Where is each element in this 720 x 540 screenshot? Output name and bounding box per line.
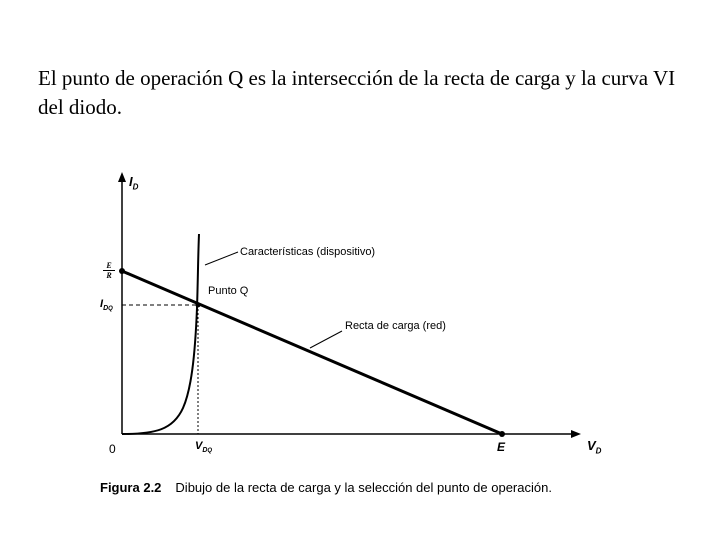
e-over-r-point — [119, 268, 125, 274]
figure-graphics — [95, 168, 675, 508]
device-curve-label: Características (dispositivo) — [240, 246, 376, 258]
q-point — [196, 303, 201, 308]
origin-label: 0 — [109, 442, 116, 456]
load-line-label: Recta de carga (red) — [345, 320, 446, 332]
y-axis-label: $I_D$ — [129, 174, 139, 192]
vdq-label: $V_{DQ}$ — [195, 440, 213, 455]
slide-paragraph: El punto de operación Q es la intersección de la recta de carga y la curva VI del diodo. — [38, 66, 676, 119]
e-point — [499, 431, 505, 437]
x-axis-arrow — [571, 430, 581, 438]
x-axis-label: $V_D$ — [587, 438, 602, 456]
e-over-r-label: $\frac{E}{R}$ — [103, 261, 115, 280]
y-axis-arrow — [118, 172, 126, 182]
load-line — [122, 271, 502, 434]
diode-curve — [122, 234, 199, 434]
caption-text: Dibujo de la recta de carga y la selección del punto de operación. — [175, 480, 552, 495]
idq-label: $I_{DQ}$ — [100, 298, 113, 313]
device-pointer — [205, 252, 238, 265]
figure-caption — [100, 480, 552, 495]
load-line-pointer — [310, 331, 342, 348]
caption-number: Figura 2.2 — [100, 480, 162, 495]
q-point-label: Punto Q — [208, 285, 249, 297]
load-line-figure — [95, 168, 675, 508]
e-label: E — [497, 440, 506, 454]
